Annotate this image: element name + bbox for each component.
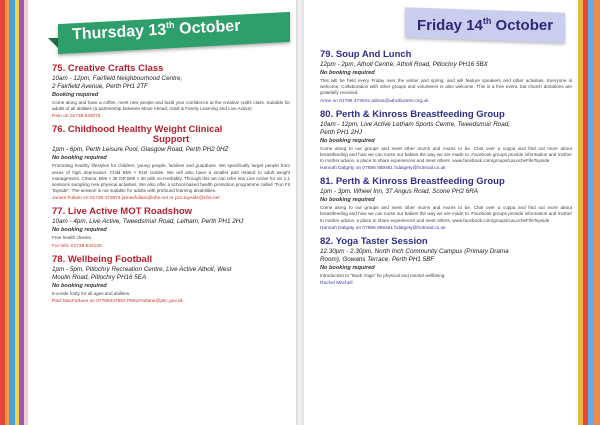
friday-events: [320, 50, 572, 292]
event-time: 1pm - 3pm, Wheel Inn, 37 Angus Road, Scone PH2 6RA: [320, 188, 478, 196]
event-booking: No booking required: [52, 282, 107, 289]
event-location: Perth PH1 2HJ: [320, 128, 362, 136]
decorative-stripes-left: [0, 0, 28, 425]
event-location: Moulin Road, Pitlochry PH16 5EA: [52, 273, 147, 281]
event-contact: James Fullam on 01738 473874 jamesfullam@nhs.net or pcs.tayside@nhs.net: [52, 196, 220, 202]
event-description: 5-a-side footy for all ages and abilities.: [52, 290, 131, 296]
event-title: 81. Perth & Kinross Breastfeeding Group: [320, 176, 505, 188]
event-title: 76. Childhood Healthy Weight Clinical Support: [52, 124, 223, 146]
event-contact: Pam on 01738 633075: [52, 114, 101, 120]
event-contact: Paul MacFarlane on 07788447653 PMacFarlane@pkc.gov.uk: [52, 298, 183, 304]
event-79: [320, 50, 572, 105]
decorative-stripes-right: [578, 0, 600, 425]
event-description: Come along to our groups and meet other mums and mums to be. Chat over a cuppa and find out more about breastfeeding and how we can nurse our babies the way we are made to. Facebook groups provide information and mother to mother advice, a place to share experiences and meet others. www.facebook.com/groups/LaLecheFifeTayside: [320, 205, 572, 223]
event-booking: No booking required: [320, 137, 375, 144]
event-location: Room), Gowans Terrace, Perth PH1 5BF: [320, 255, 435, 263]
event-75: [52, 64, 290, 120]
page-gutter: [296, 0, 304, 425]
event-time: 1pm - 5pm, Pitlochry Recreation Centre, Live Active Atholl, West: [52, 265, 232, 273]
event-title: 79. Soup And Lunch: [320, 49, 412, 60]
event-booking: Booking required: [52, 92, 99, 98]
event-title: 78. Wellbeing Football: [52, 253, 153, 265]
event-contact: Hannah Dalgety on 07886 859461 hdalgety@hotmail.co.uk: [320, 166, 446, 172]
event-title: 77. Live Active MOT Roadshow: [52, 206, 193, 218]
event-81: [320, 177, 572, 232]
event-time: 12.30pm - 2.30pm, North Inch Community Campus (Primary Drama: [320, 247, 509, 255]
friday-banner: [405, 10, 565, 42]
event-location: 2 Fairfield Avenue, Perth PH1 2TF: [52, 83, 148, 90]
event-77: [52, 207, 290, 249]
event-title: 80. Perth & Kinross Breastfeeding Group: [320, 108, 505, 120]
event-76: [52, 125, 290, 202]
event-description: Come along to our groups and meet other mums and mums to be. Chat over a cuppa and find out more about breastfeeding and how we can nurse our babies the way we are made to. Facebook groups provide information and mother to mother advice, a place to share experiences and meet others. www.facebook.com/groups/LaLecheFifeTayside: [320, 145, 572, 164]
thursday-heading: Thursday 13th October: [71, 17, 241, 44]
event-contact: Hannah Dalgety on 07886 859461 hdalgety@hotmail.co.uk: [320, 225, 446, 231]
event-description: Promoting healthy lifestyles for children, young people, families and guardians. We specifically target people from areas of high deprivation. Child BMI > 91st centile. We will also have a smaller part related to adult weight management. Criteria: BMI > 35 OR BMI > 30 with co-morbidity. Through this we can refer into Live Active for six 1:1 sessions sampling new physical activities. We also offer a school-based health promotion programme called "Fun Fit Tayside". The session is not suitable for adults with profound learning disabilities.: [52, 163, 290, 194]
event-time: 10am - 12pm, Fairfield Neighbourhood Centre,: [52, 75, 183, 82]
event-time: 10am - 4pm, Live Active, Tweedsmuir Road, Letham, Perth PH1 2HJ: [52, 218, 244, 226]
event-time: 10am - 12pm, Live Active Letham Sports Centre, Tweedsmuir Road,: [320, 120, 511, 128]
event-contact: Anne on 01796 473044 admin@athollcentre.org.uk: [320, 98, 429, 104]
event-time: 12pm - 2pm, Atholl Centre, Atholl Road, Pitlochry PH16 5BX: [320, 61, 488, 68]
event-82: [320, 237, 572, 287]
event-booking: No booking required: [320, 264, 375, 271]
event-description: This will be held every Friday over the winter and spring, and will feature speakers and other activities. Everyone is welcome. Collaboration with other groups and volunteers is also welcome. This is a free event, but church donations are gratefully received.: [320, 78, 572, 96]
event-contact: Rachel Mitchell: [320, 281, 353, 287]
event-title: 75. Creative Crafts Class: [52, 63, 164, 74]
thursday-banner: [58, 14, 290, 52]
event-78: [52, 255, 290, 305]
event-description: Free health checks.: [52, 235, 93, 241]
event-80: [320, 110, 572, 173]
event-title: 82. Yoga Taster Session: [320, 235, 428, 247]
event-booking: No booking required: [52, 155, 107, 162]
friday-heading: Friday 14th October: [417, 16, 554, 34]
event-booking: No booking required: [52, 227, 107, 234]
event-time: 1pm - 6pm, Perth Leisure Pool, Glasgow Road, Perth PH2 0HZ: [52, 146, 229, 154]
event-contact: For info: 01738 633130: [52, 243, 102, 249]
thursday-events: [52, 64, 290, 310]
event-description: Introduction to "Back Yoga" for physical and mental wellbeing.: [320, 272, 446, 278]
event-booking: No booking required: [320, 197, 375, 204]
event-booking: No booking required: [320, 70, 375, 76]
event-description: Come along and have a coffee, meet new people and build your confidence at the creative crafts class. Suitable for adults of all abilities (a partnership between Move Ahead, Adult & Family Learning and Live Active): [52, 100, 290, 112]
